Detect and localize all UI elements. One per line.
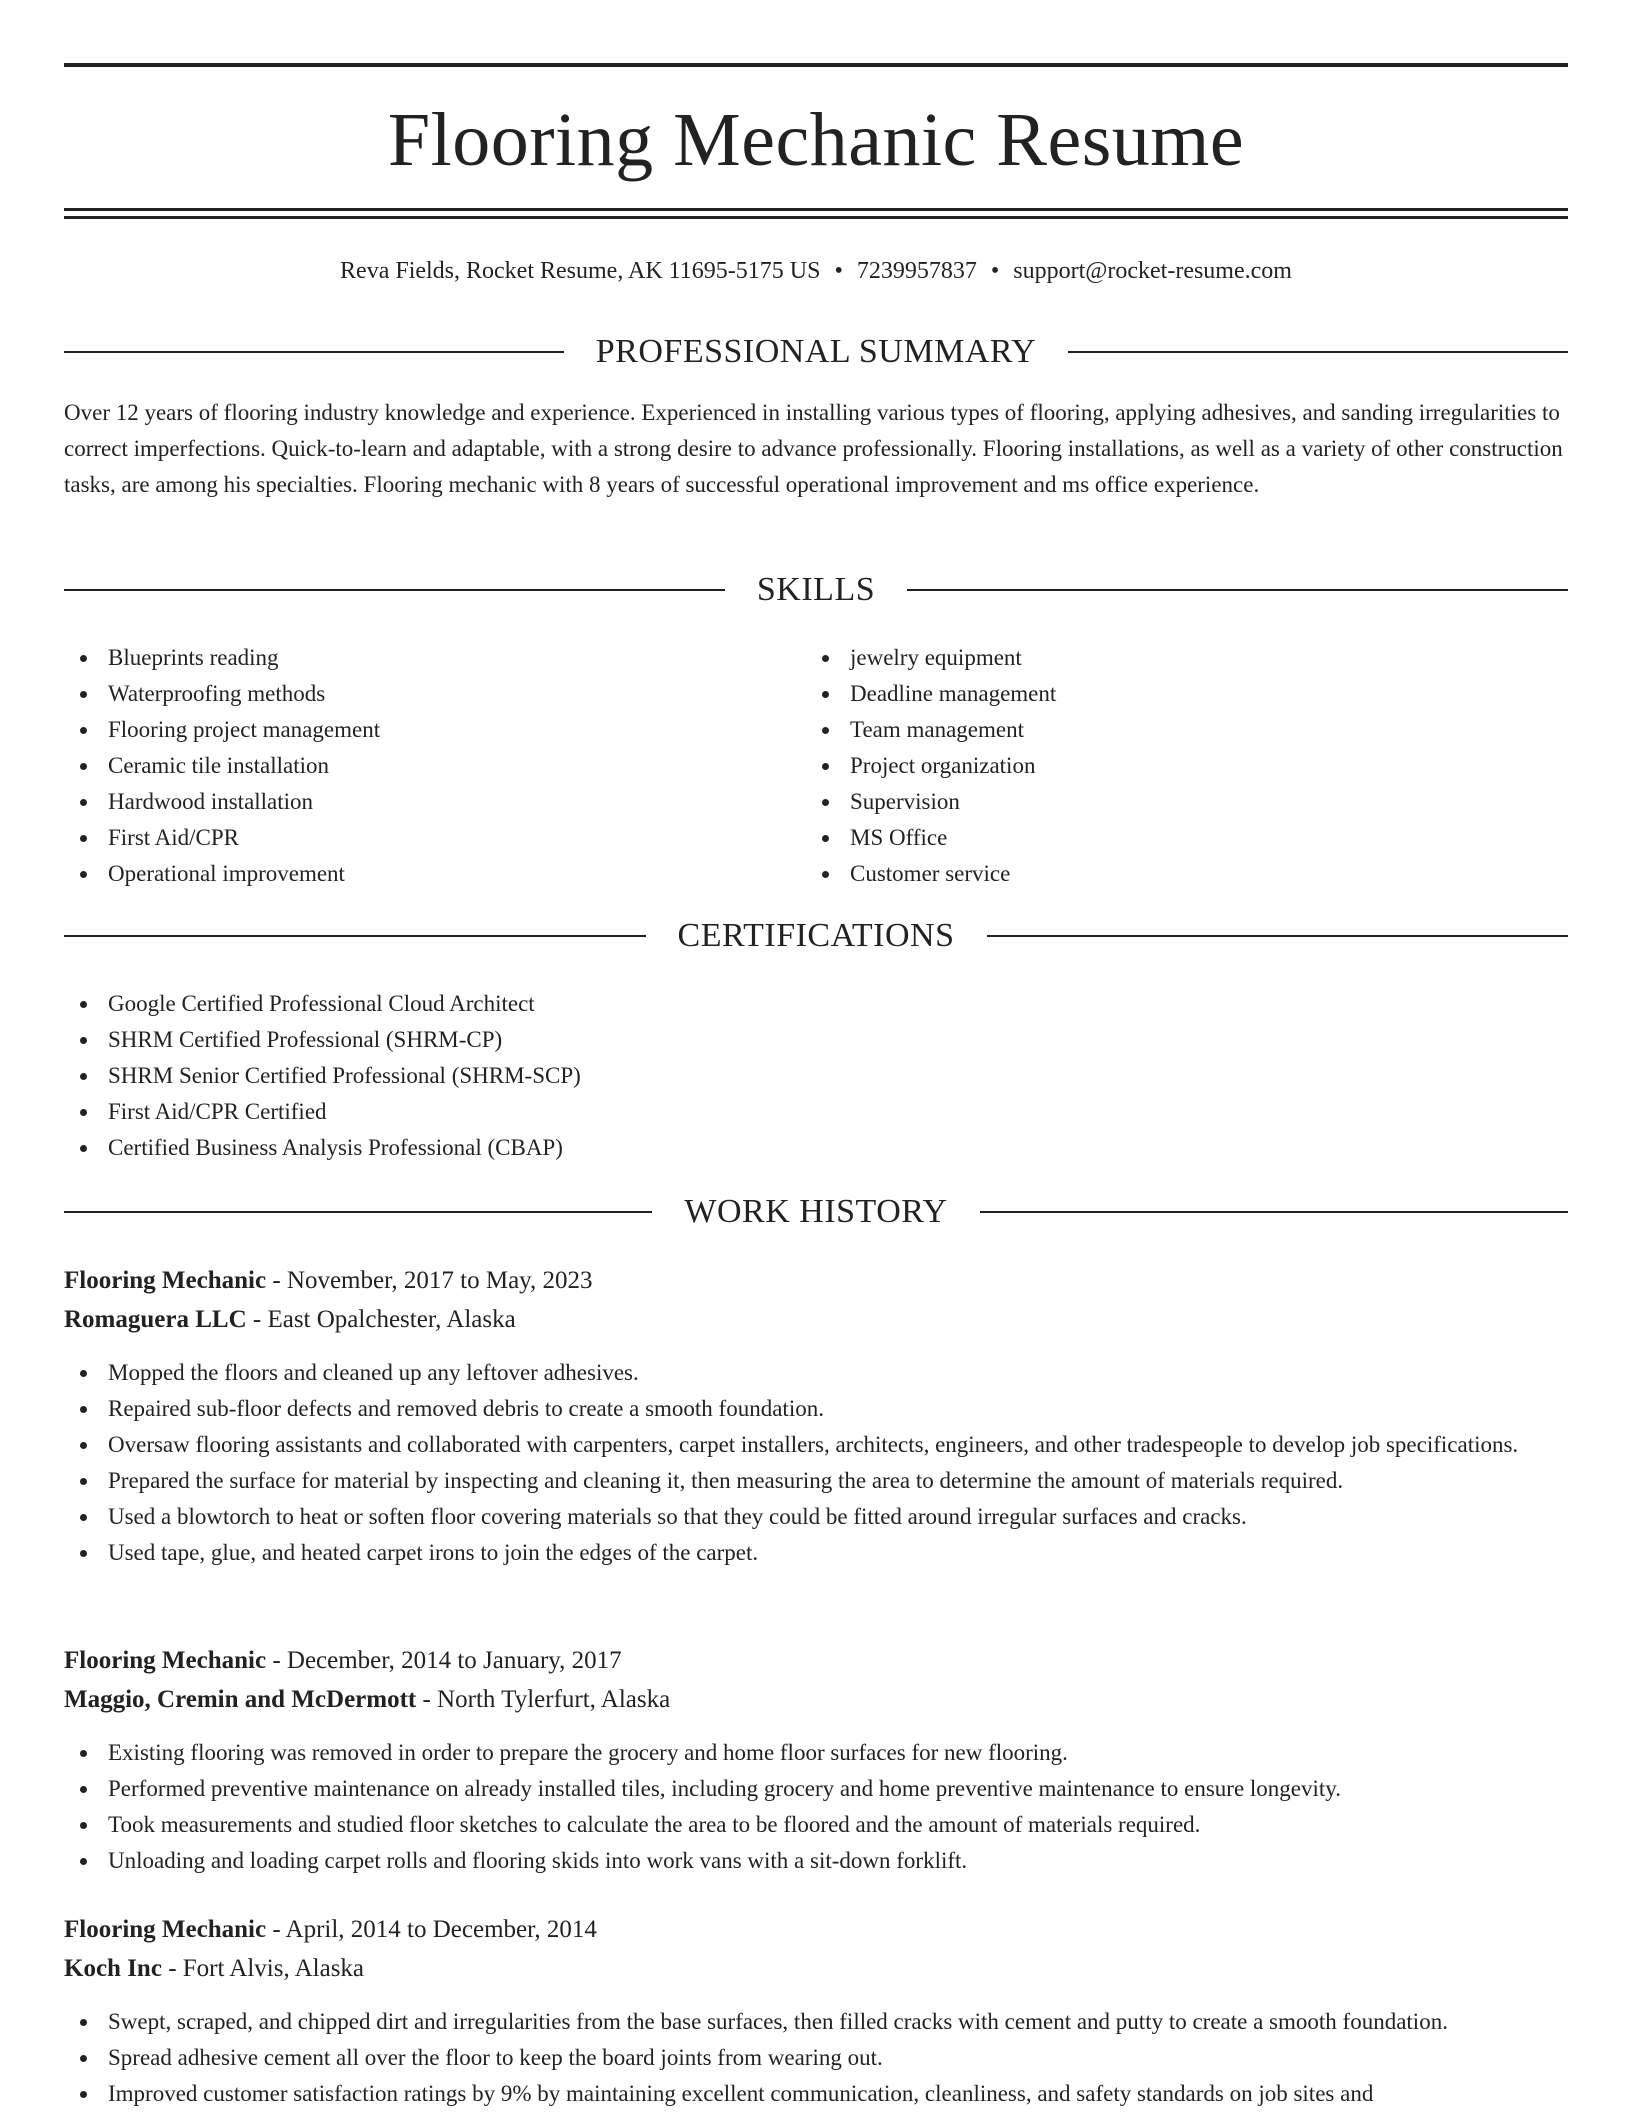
list-item: Used a blowtorch to heat or soften floor covering materials so that they could be fitted around irregular surfaces and cracks. (64, 1499, 1568, 1535)
contact-separator: • (990, 258, 1000, 284)
job-title-line (64, 1263, 1568, 1299)
job-company-line (64, 1951, 1568, 1987)
job-bullets (64, 1735, 1568, 1879)
list-item: Oversaw flooring assistants and collaborated with carpenters, carpet installers, architects, engineers, and other tradespeople to develop job specifications. (64, 1427, 1568, 1463)
list-item: Ceramic tile installation (64, 748, 784, 784)
top-rule (64, 63, 1568, 67)
list-item: Unloading and loading carpet rolls and flooring skids into work vans with a sit-down forklift. (64, 1843, 1568, 1879)
list-item: Team management (806, 712, 1566, 748)
job-location: - Fort Alvis, Alaska (161, 1955, 365, 1982)
job-company-line (64, 1302, 1568, 1338)
job-title-line (64, 1643, 1568, 1679)
job-dates: - November, 2017 to May, 2023 (266, 1267, 593, 1294)
divider (987, 935, 1569, 937)
list-item: Used tape, glue, and heated carpet irons to join the edges of the carpet. (64, 1535, 1568, 1571)
divider (64, 1211, 652, 1213)
divider (64, 935, 646, 937)
job-bullets (64, 2004, 1568, 2112)
job-location: - North Tylerfurt, Alaska (416, 1686, 671, 1713)
list-item: First Aid/CPR Certified (64, 1094, 1568, 1130)
list-item: Improved customer satisfaction ratings by 9% by maintaining excellent communication, cleanliness, and safety standards on job sites and (64, 2076, 1568, 2112)
skills-list-left (64, 640, 784, 892)
list-item: Waterproofing methods (64, 676, 784, 712)
certifications-list (64, 986, 1568, 1166)
list-item: Repaired sub-floor defects and removed debris to create a smooth foundation. (64, 1391, 1568, 1427)
job-role: Flooring Mechanic (64, 1647, 267, 1674)
job-dates: - December, 2014 to January, 2017 (266, 1647, 622, 1674)
divider (64, 589, 725, 591)
job-bullets-column (64, 2004, 1568, 2112)
list-item: Prepared the surface for material by inspecting and cleaning it, then measuring the area to determine the amount of materials required. (64, 1463, 1568, 1499)
contact-phone: 7239957837 (856, 258, 977, 284)
title-rule (64, 208, 1568, 211)
work-heading: WORK HISTORY (684, 1193, 948, 1230)
list-item: Google Certified Professional Cloud Architect (64, 986, 1568, 1022)
summary-heading: PROFESSIONAL SUMMARY (595, 333, 1037, 370)
certifications-heading: CERTIFICATIONS (677, 917, 955, 954)
list-item: Swept, scraped, and chipped dirt and irregularities from the base surfaces, then filled cracks with cement and putty to create a smooth foundation. (64, 2004, 1568, 2040)
page-title: Flooring Mechanic Resume (387, 98, 1245, 182)
job-dates: - April, 2014 to December, 2014 (266, 1916, 597, 1943)
title-rule (64, 216, 1568, 219)
contact-line (64, 255, 1568, 287)
summary-text: Over 12 years of flooring industry knowledge and experience. Experienced in installing various types of flooring, applying adhesives, and sanding irregularities to correct imperfections. Quick-to-learn and adaptable, with a strong desire to advance professionally. Flooring installations, as well as a variety of other construction tasks, are among his specialties. Flooring mechanic with 8 years of successful operational improvement and ms office experience. (64, 400, 1563, 497)
list-item: Took measurements and studied floor sketches to calculate the area to be floored and the amount of materials required. (64, 1807, 1568, 1843)
list-item: Operational improvement (64, 856, 784, 892)
list-item: Performed preventive maintenance on already installed tiles, including grocery and home preventive maintenance to ensure longevity. (64, 1771, 1568, 1807)
divider (980, 1211, 1568, 1213)
job-title-line (64, 1912, 1568, 1948)
divider (1068, 351, 1568, 353)
skills-section-header (64, 568, 1568, 612)
job-bullets (64, 1355, 1568, 1571)
job-role: Flooring Mechanic (64, 1916, 267, 1943)
job-bullets-column (64, 1355, 1568, 1571)
job-company: Maggio, Cremin and McDermott (64, 1686, 417, 1713)
job-location: - East Opalchester, Alaska (246, 1306, 516, 1333)
contact-separator: • (834, 258, 843, 284)
list-item: Blueprints reading (64, 640, 784, 676)
skills-list-right (806, 640, 1566, 892)
list-item: jewelry equipment (806, 640, 1566, 676)
list-item: Flooring project management (64, 712, 784, 748)
list-item: SHRM Senior Certified Professional (SHRM-SCP) (64, 1058, 1568, 1094)
list-item: Existing flooring was removed in order to prepare the grocery and home floor surfaces for new flooring. (64, 1735, 1568, 1771)
contact-email[interactable]: support@rocket-resume.com (1013, 258, 1292, 284)
list-item: Hardwood installation (64, 784, 784, 820)
certifications-section-header (64, 914, 1568, 958)
divider (64, 351, 564, 353)
list-item: First Aid/CPR (64, 820, 784, 856)
divider (907, 589, 1568, 591)
list-item: Customer service (806, 856, 1566, 892)
list-item: Certified Business Analysis Professional (CBAP) (64, 1130, 1568, 1166)
list-item: Project organization (806, 748, 1566, 784)
list-item: SHRM Certified Professional (SHRM-CP) (64, 1022, 1568, 1058)
skills-left-column (64, 640, 784, 892)
job-role: Flooring Mechanic (64, 1267, 267, 1294)
list-item: MS Office (806, 820, 1566, 856)
summary-section-header (64, 330, 1568, 374)
list-item: Supervision (806, 784, 1566, 820)
job-bullets-column (64, 1735, 1568, 1879)
skills-right-column (806, 640, 1566, 892)
list-item: Spread adhesive cement all over the floor to keep the board joints from wearing out. (64, 2040, 1568, 2076)
certifications-column (64, 986, 1568, 1166)
list-item: Deadline management (806, 676, 1566, 712)
list-item: Mopped the floors and cleaned up any leftover adhesives. (64, 1355, 1568, 1391)
skills-heading: SKILLS (756, 571, 876, 608)
job-company: Koch Inc (64, 1955, 162, 1982)
job-company: Romaguera LLC (64, 1306, 247, 1333)
work-section-header (64, 1190, 1568, 1234)
job-company-line (64, 1682, 1568, 1718)
contact-address: Reva Fields, Rocket Resume, AK 11695-5175 US (340, 258, 821, 284)
